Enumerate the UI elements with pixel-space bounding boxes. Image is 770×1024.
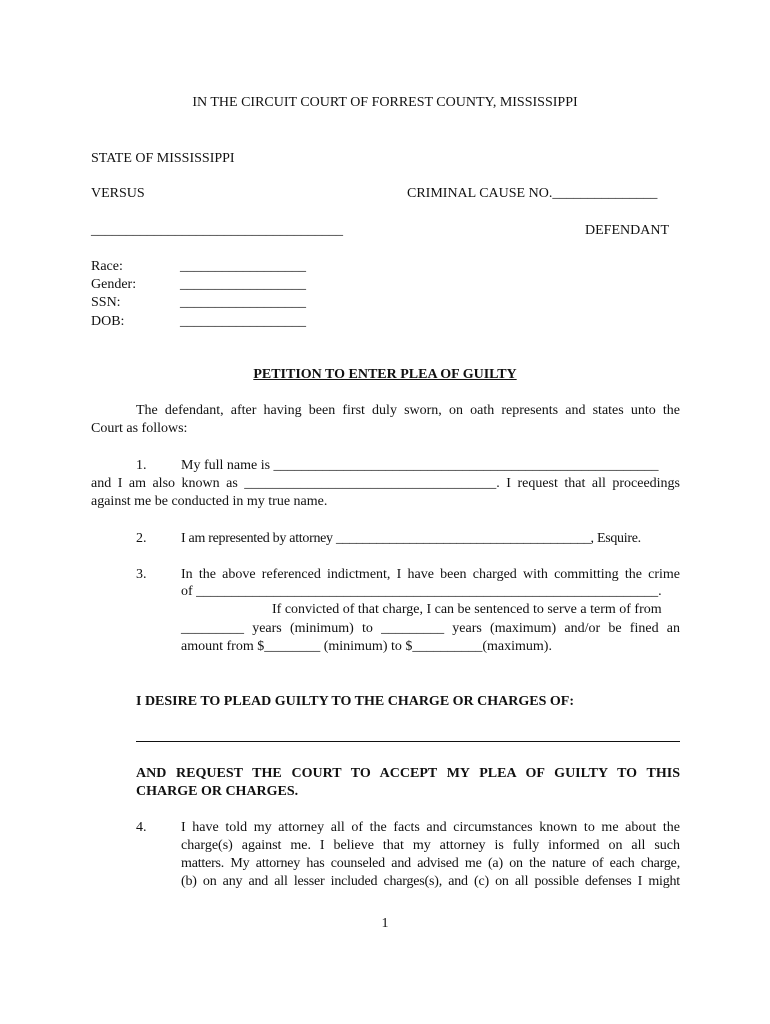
page-number: 1 bbox=[381, 916, 389, 931]
para3-line-3: If convicted of that charge, I can be sentenced to serve a term of from bbox=[272, 602, 662, 617]
request-line-2: CHARGE OR CHARGES. bbox=[136, 784, 299, 799]
para3-number: 3. bbox=[136, 567, 147, 582]
para1-line-2: and I am also known as ____________________________________. I request that all proceedings bbox=[91, 476, 680, 491]
ssn-label: SSN: bbox=[91, 295, 121, 310]
plea-heading: I DESIRE TO PLEAD GUILTY TO THE CHARGE OR CHARGES OF: bbox=[136, 694, 574, 709]
para4-line-1: I have told my attorney all of the facts and circumstances known to me about the bbox=[181, 820, 680, 835]
para3-line-4: _________ years (minimum) to _________ years (maximum) and/or be fined an bbox=[181, 621, 680, 636]
para4-line-4: (b) on any and all lesser included charges(s), and (c) on all possible defenses I might bbox=[181, 874, 680, 889]
para1-line-1: My full name is _______________________________________________________ bbox=[181, 458, 659, 473]
para3-line-5: amount from $________ (minimum) to $__________(maximum). bbox=[181, 639, 552, 654]
para1-line-3: against me be conducted in my true name. bbox=[91, 494, 328, 509]
state-label: STATE OF MISSISSIPPI bbox=[91, 151, 235, 166]
para4-number: 4. bbox=[136, 820, 147, 835]
cause-number: CRIMINAL CAUSE NO._______________ bbox=[407, 186, 658, 201]
para3-line-1: In the above referenced indictment, I have been charged with committing the crime bbox=[181, 567, 680, 582]
request-line-1: AND REQUEST THE COURT TO ACCEPT MY PLEA OF GUILTY TO THIS bbox=[136, 766, 680, 781]
para3-line-2: of __________________________________________________________________. bbox=[181, 584, 662, 599]
versus-label: VERSUS bbox=[91, 186, 145, 201]
gender-field: __________________ bbox=[180, 277, 306, 292]
dob-label: DOB: bbox=[91, 314, 125, 329]
para4-line-3: matters. My attorney has counseled and advised me (a) on the nature of each charge, bbox=[181, 856, 680, 871]
ssn-field: __________________ bbox=[180, 295, 306, 310]
defendant-label: DEFENDANT bbox=[585, 223, 669, 238]
para4-line-2: charge(s) against me. I believe that my attorney is fully informed on all such bbox=[181, 838, 680, 853]
intro-line-1: The defendant, after having been first duly sworn, on oath represents and states unto the bbox=[136, 403, 680, 418]
petition-title: PETITION TO ENTER PLEA OF GUILTY bbox=[253, 367, 517, 382]
para1-number: 1. bbox=[136, 458, 147, 473]
defendant-name-line: ____________________________________ bbox=[91, 223, 343, 238]
para2-line-1: I am represented by attorney ______________________________________, Esquire. bbox=[181, 531, 641, 546]
charge-line bbox=[136, 741, 680, 742]
para2-number: 2. bbox=[136, 531, 147, 546]
race-field: __________________ bbox=[180, 259, 306, 274]
gender-label: Gender: bbox=[91, 277, 137, 292]
court-heading: IN THE CIRCUIT COURT OF FORREST COUNTY, MISSISSIPPI bbox=[192, 95, 578, 110]
dob-field: __________________ bbox=[180, 314, 306, 329]
intro-line-2: Court as follows: bbox=[91, 421, 188, 436]
race-label: Race: bbox=[91, 259, 123, 274]
